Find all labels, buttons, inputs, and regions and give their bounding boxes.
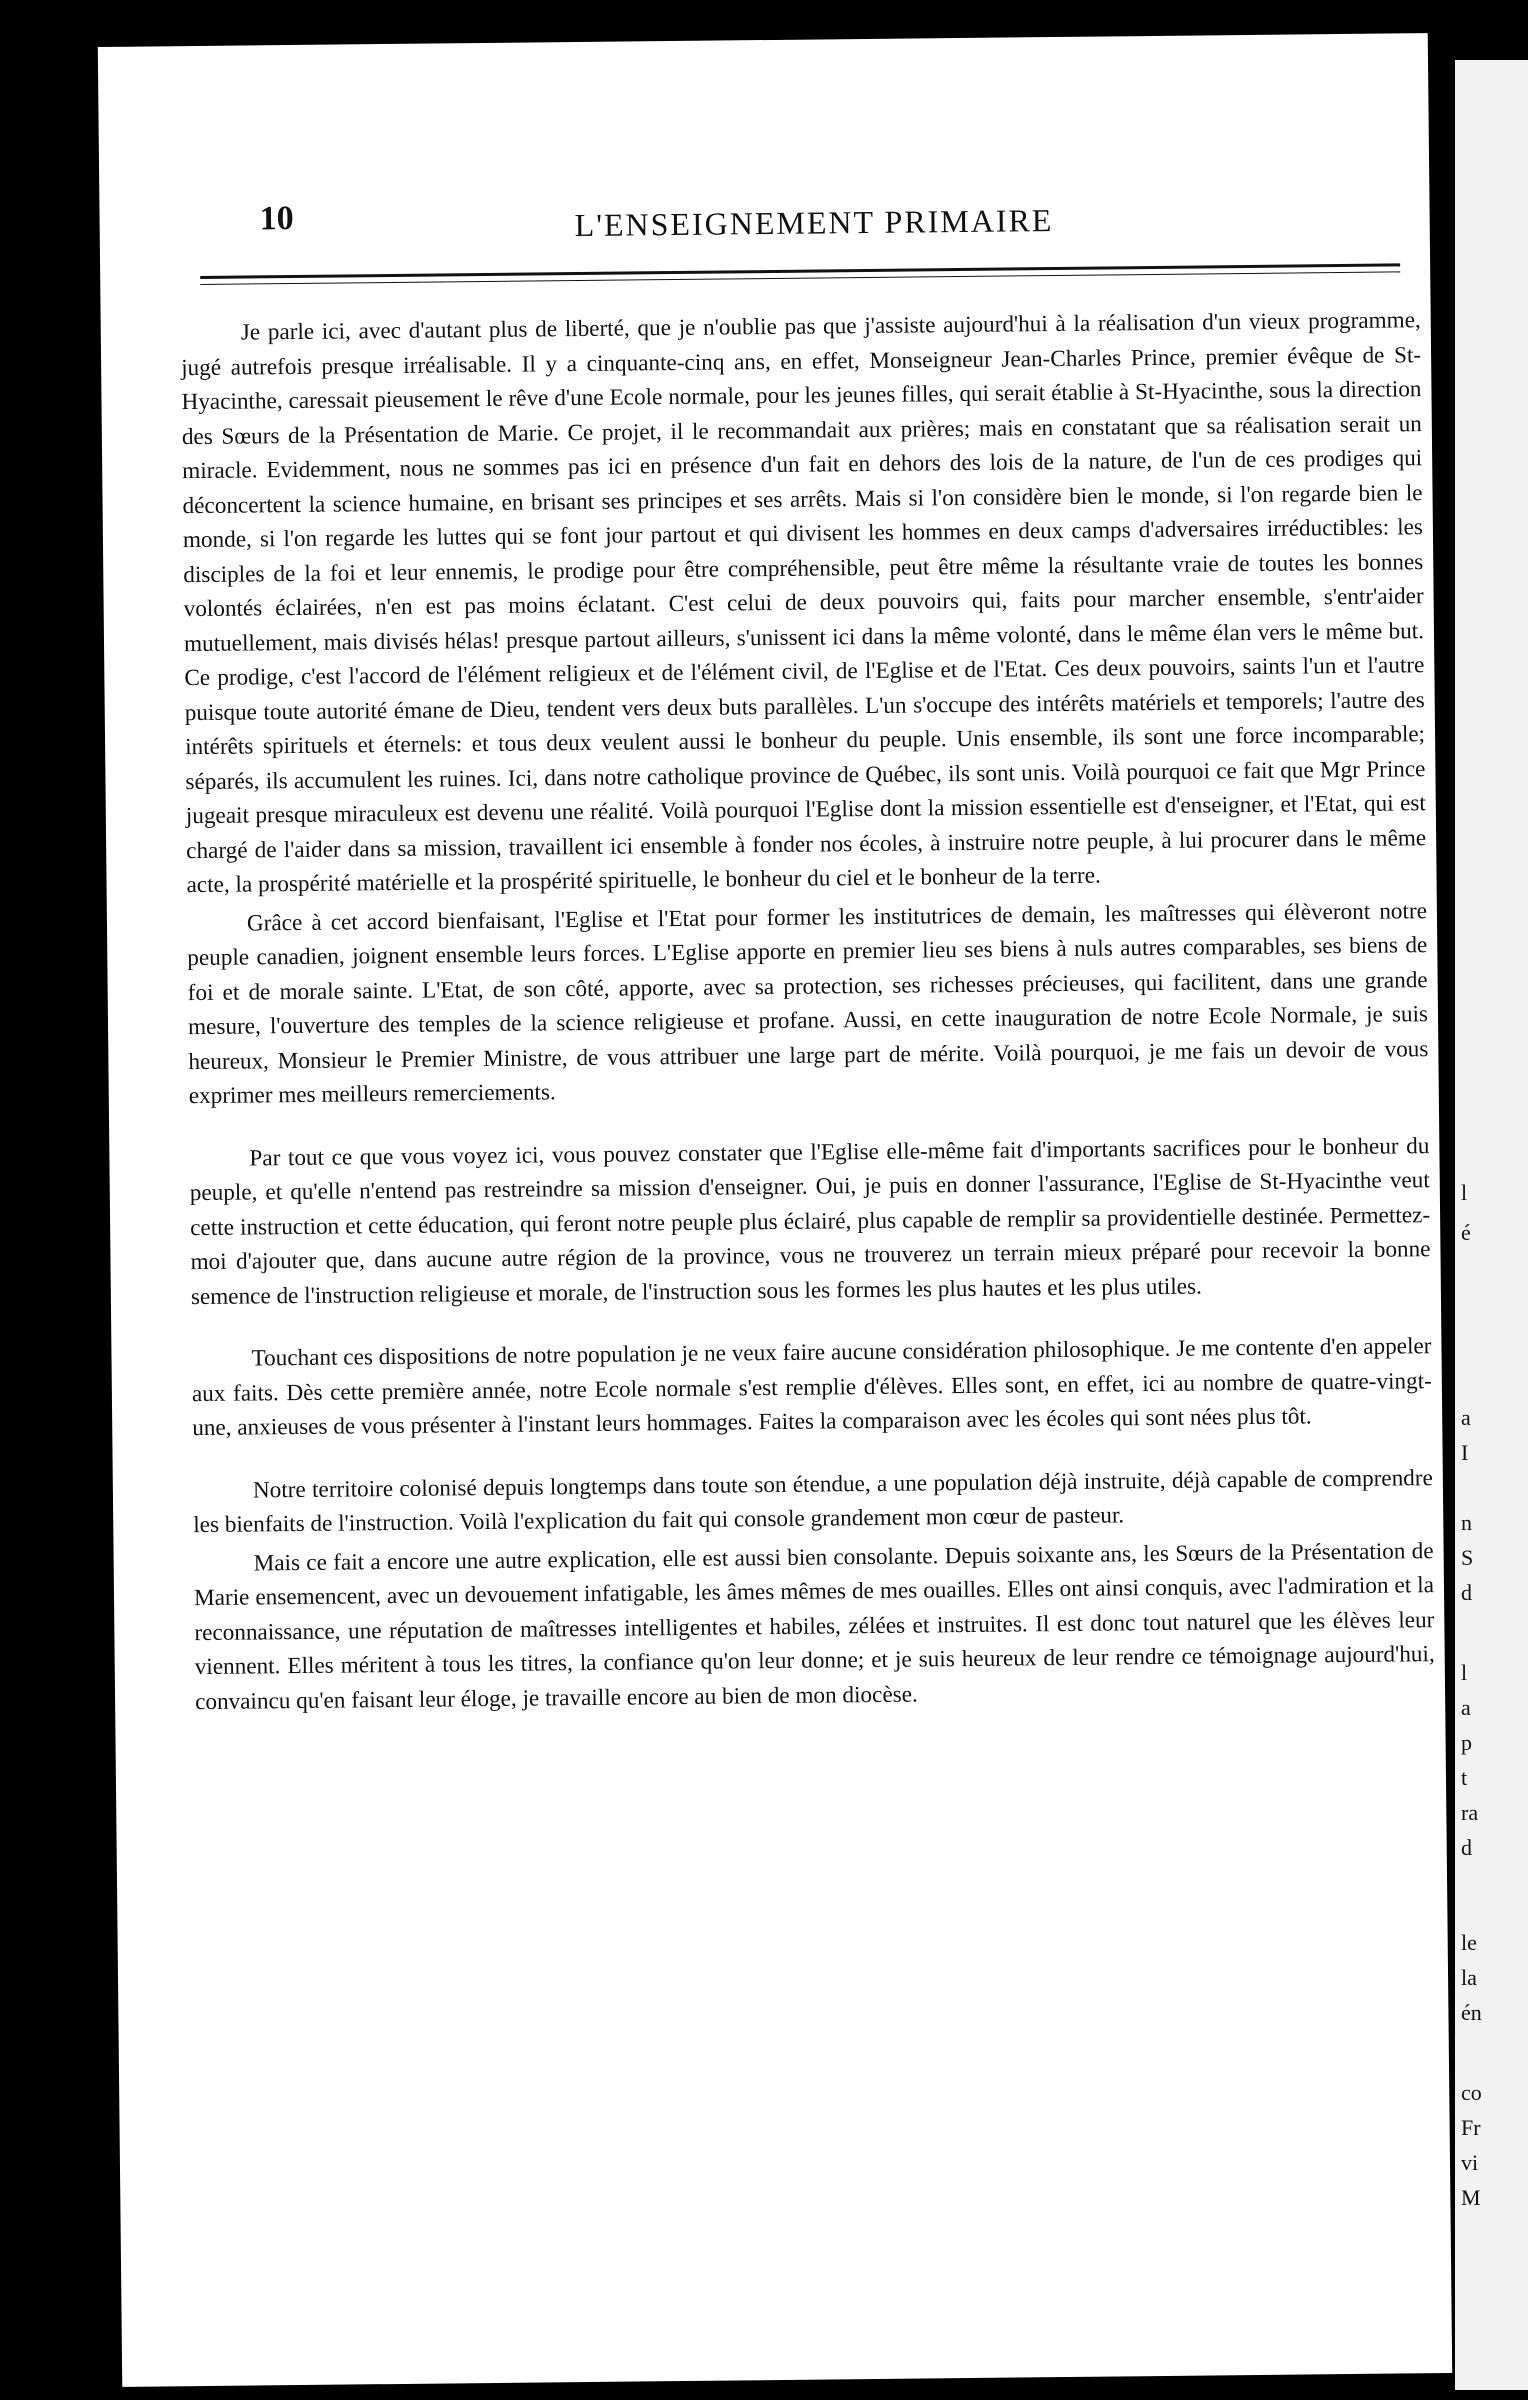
edge-fragment: l bbox=[1461, 1660, 1468, 1685]
edge-fragment: é bbox=[1461, 1220, 1471, 1245]
edge-fragment: d bbox=[1461, 1580, 1472, 1605]
edge-fragment: a bbox=[1461, 1405, 1471, 1430]
edge-fragment: Fr bbox=[1461, 2115, 1481, 2140]
paragraph: Par tout ce que vous voyez ici, vous pouvez constater que l'Eglise elle-même fait d'importants sacrifices pour le bonheur du peuple, et qu'elle n'entend pas restreindre sa mission d'enseigner. Oui, je puis en donner l'assurance, l'Eglise de St-Hyacinthe veut cette instruction et cette éducation, qui feront notre peuple plus éclairé, plus capable de remplir sa providentielle destinée. Permettez-moi d'ajouter que, dans aucune autre région de la province, vous ne trouverez un terrain mieux préparé pour recevoir la bonne semence de l'instruction religieuse et morale, de l'instruction sous les formes les plus hautes et les plus utiles. bbox=[189, 1132, 1431, 1310]
edge-fragment: le bbox=[1461, 1930, 1477, 1955]
edge-fragment: S bbox=[1461, 1545, 1474, 1570]
paragraph: Touchant ces dispositions de notre population je ne veux faire aucune considération philosophique. Je me contente d'en appeler aux faits. Dès cette première année, notre Ecole normale s'est remplie d'élèves. Elles sont, en effet, ici au nombre de quatre-vingt-une, anxieuses de vous présenter à l'instant leurs hommages. Faites la comparaison avec les écoles qui sont nées plus tôt. bbox=[191, 1333, 1432, 1442]
edge-fragment: a bbox=[1461, 1695, 1471, 1720]
page-number: 10 bbox=[259, 199, 294, 238]
edge-fragment: d bbox=[1461, 1835, 1472, 1860]
paragraph: Mais ce fait a encore une autre explication, elle est aussi bien consolante. Depuis soixante ans, les Sœurs de la Présentation de Marie ensemencent, avec un devouement infatigable, les âmes mêmes de mes ouailles. Elles ont ainsi conquis, avec l'admiration et la reconnaissance, une réputation de maîtresses intelligentes et habiles, zélées et instruites. Il est donc tout naturel que les élèves leur viennent. Elles méritent à tous les titres, la confiance qu'on leur donne; et je suis heureux de leur rendre ce témoignage aujourd'hui, convaincu qu'en faisant leur éloge, je travaille encore au bien de mon diocèse. bbox=[193, 1537, 1435, 1715]
article-body bbox=[181, 303, 1436, 1719]
adjacent-page-edge bbox=[1455, 60, 1528, 2390]
edge-fragment: t bbox=[1461, 1765, 1468, 1790]
edge-fragment: vi bbox=[1461, 2150, 1479, 2175]
paragraph: Je parle ici, avec d'autant plus de liberté, que je n'oublie pas que j'assiste aujourd'hui à la réalisation d'un vieux programme, jugé autrefois presque irréalisable. Il y a cinquante-cinq ans, en effet, Monseigneur Jean-Charles Prince, premier évêque de St-Hyacinthe, caressait pieusement le rêve d'une Ecole normale, pour les jeunes filles, qui serait établie à St-Hyacinthe, sous la direction des Sœurs de la Présentation de Marie. Ce projet, il le recommandait aux prières; mais en constatant que sa réalisation serait un miracle. Evidemment, nous ne sommes pas ici en présence d'un fait en dehors des lois de la nature, de l'un de ces prodiges qui déconcertent la science humaine, en brisant ses principes et ses arrêts. Mais si l'on considère bien le monde, si l'on regarde bien le monde, si l'on regarde les luttes qui se font jour partout et qui divisent les hommes en deux camps d'adversaires irréductibles: les disciples de la foi et leur ennemis, le prodige pour être compréhensible, peut être même la résultante vraie de toutes les bonnes volontés éclairées, n'en est pas moins éclatant. C'est celui de deux pouvoirs qui, faits pour marcher ensemble, s'entr'aider mutuellement, mais divisés hélas! presque partout ailleurs, s'unissent ici dans la même volonté, dans le même élan vers le même but. Ce prodige, c'est l'accord de l'élément religieux et de l'élément civil, de l'Eglise et de l'Etat. Ces deux pouvoirs, saints l'un et l'autre puisque toute autorité émane de Dieu, tendent vers deux buts parallèles. L'un s'occupe des intérêts matériels et temporels; l'autre des intérêts spirituels et éternels: et tous deux veulent aussi le bonheur du peuple. Unis ensemble, ils sont une force incomparable; séparés, ils accumulent les ruines. Ici, dans notre catholique province de Québec, ils sont unis. Voilà pourquoi ce fait que Mgr Prince jugeait presque miraculeux est devenu une réalité. Voilà pourquoi l'Eglise dont la mission essentielle est d'enseigner, et l'Etat, qui est chargé de l'aider dans sa mission, travaillent ici ensemble à fonder nos écoles, à instruire notre peuple, à lui procurer dans le même acte, la prospérité matérielle et la prospérité spirituelle, le bonheur du ciel et le bonheur de la terre. bbox=[181, 307, 1427, 899]
paragraph: Grâce à cet accord bienfaisant, l'Eglise et l'Etat pour former les institutrices de demain, les maîtresses qui élèveront notre peuple canadien, joignent ensemble leurs forces. L'Eglise apporte en premier lieu ses biens à nuls autres comparables, ses biens de foi et de morale sainte. L'Etat, de son côté, apporte, avec sa protection, ses richesses précieuses, qui facilitent, dans une grande mesure, l'ouverture des temples de la science religieuse et profane. Aussi, en cette inauguration de notre Ecole Normale, je suis heureux, Monsieur le Premier Ministre, de vous attribuer une large part de mérite. Voilà pourquoi, je me fais un devoir de vous exprimer mes meilleurs remerciements. bbox=[187, 897, 1429, 1110]
edge-fragment: p bbox=[1461, 1730, 1472, 1755]
edge-fragment: ra bbox=[1461, 1800, 1479, 1825]
running-title: L'ENSEIGNEMENT PRIMAIRE bbox=[574, 202, 1054, 244]
edge-fragment: I bbox=[1461, 1440, 1469, 1465]
paragraph: Notre territoire colonisé depuis longtemps dans toute son étendue, a une population déjà instruite, déjà capable de comprendre les bienfaits de l'instruction. Voilà l'explication du fait qui console grandement mon cœur de pasteur. bbox=[193, 1464, 1433, 1539]
edge-fragment: n bbox=[1461, 1510, 1472, 1535]
edge-fragment: la bbox=[1461, 1965, 1477, 1990]
document-page bbox=[98, 33, 1452, 2387]
header-rule-thick bbox=[200, 263, 1400, 279]
edge-fragment: M bbox=[1461, 2185, 1481, 2210]
edge-fragment: l bbox=[1461, 1180, 1468, 1205]
page-header bbox=[259, 170, 1260, 250]
edge-fragment: co bbox=[1461, 2080, 1482, 2105]
edge-fragment: én bbox=[1461, 2000, 1482, 2025]
